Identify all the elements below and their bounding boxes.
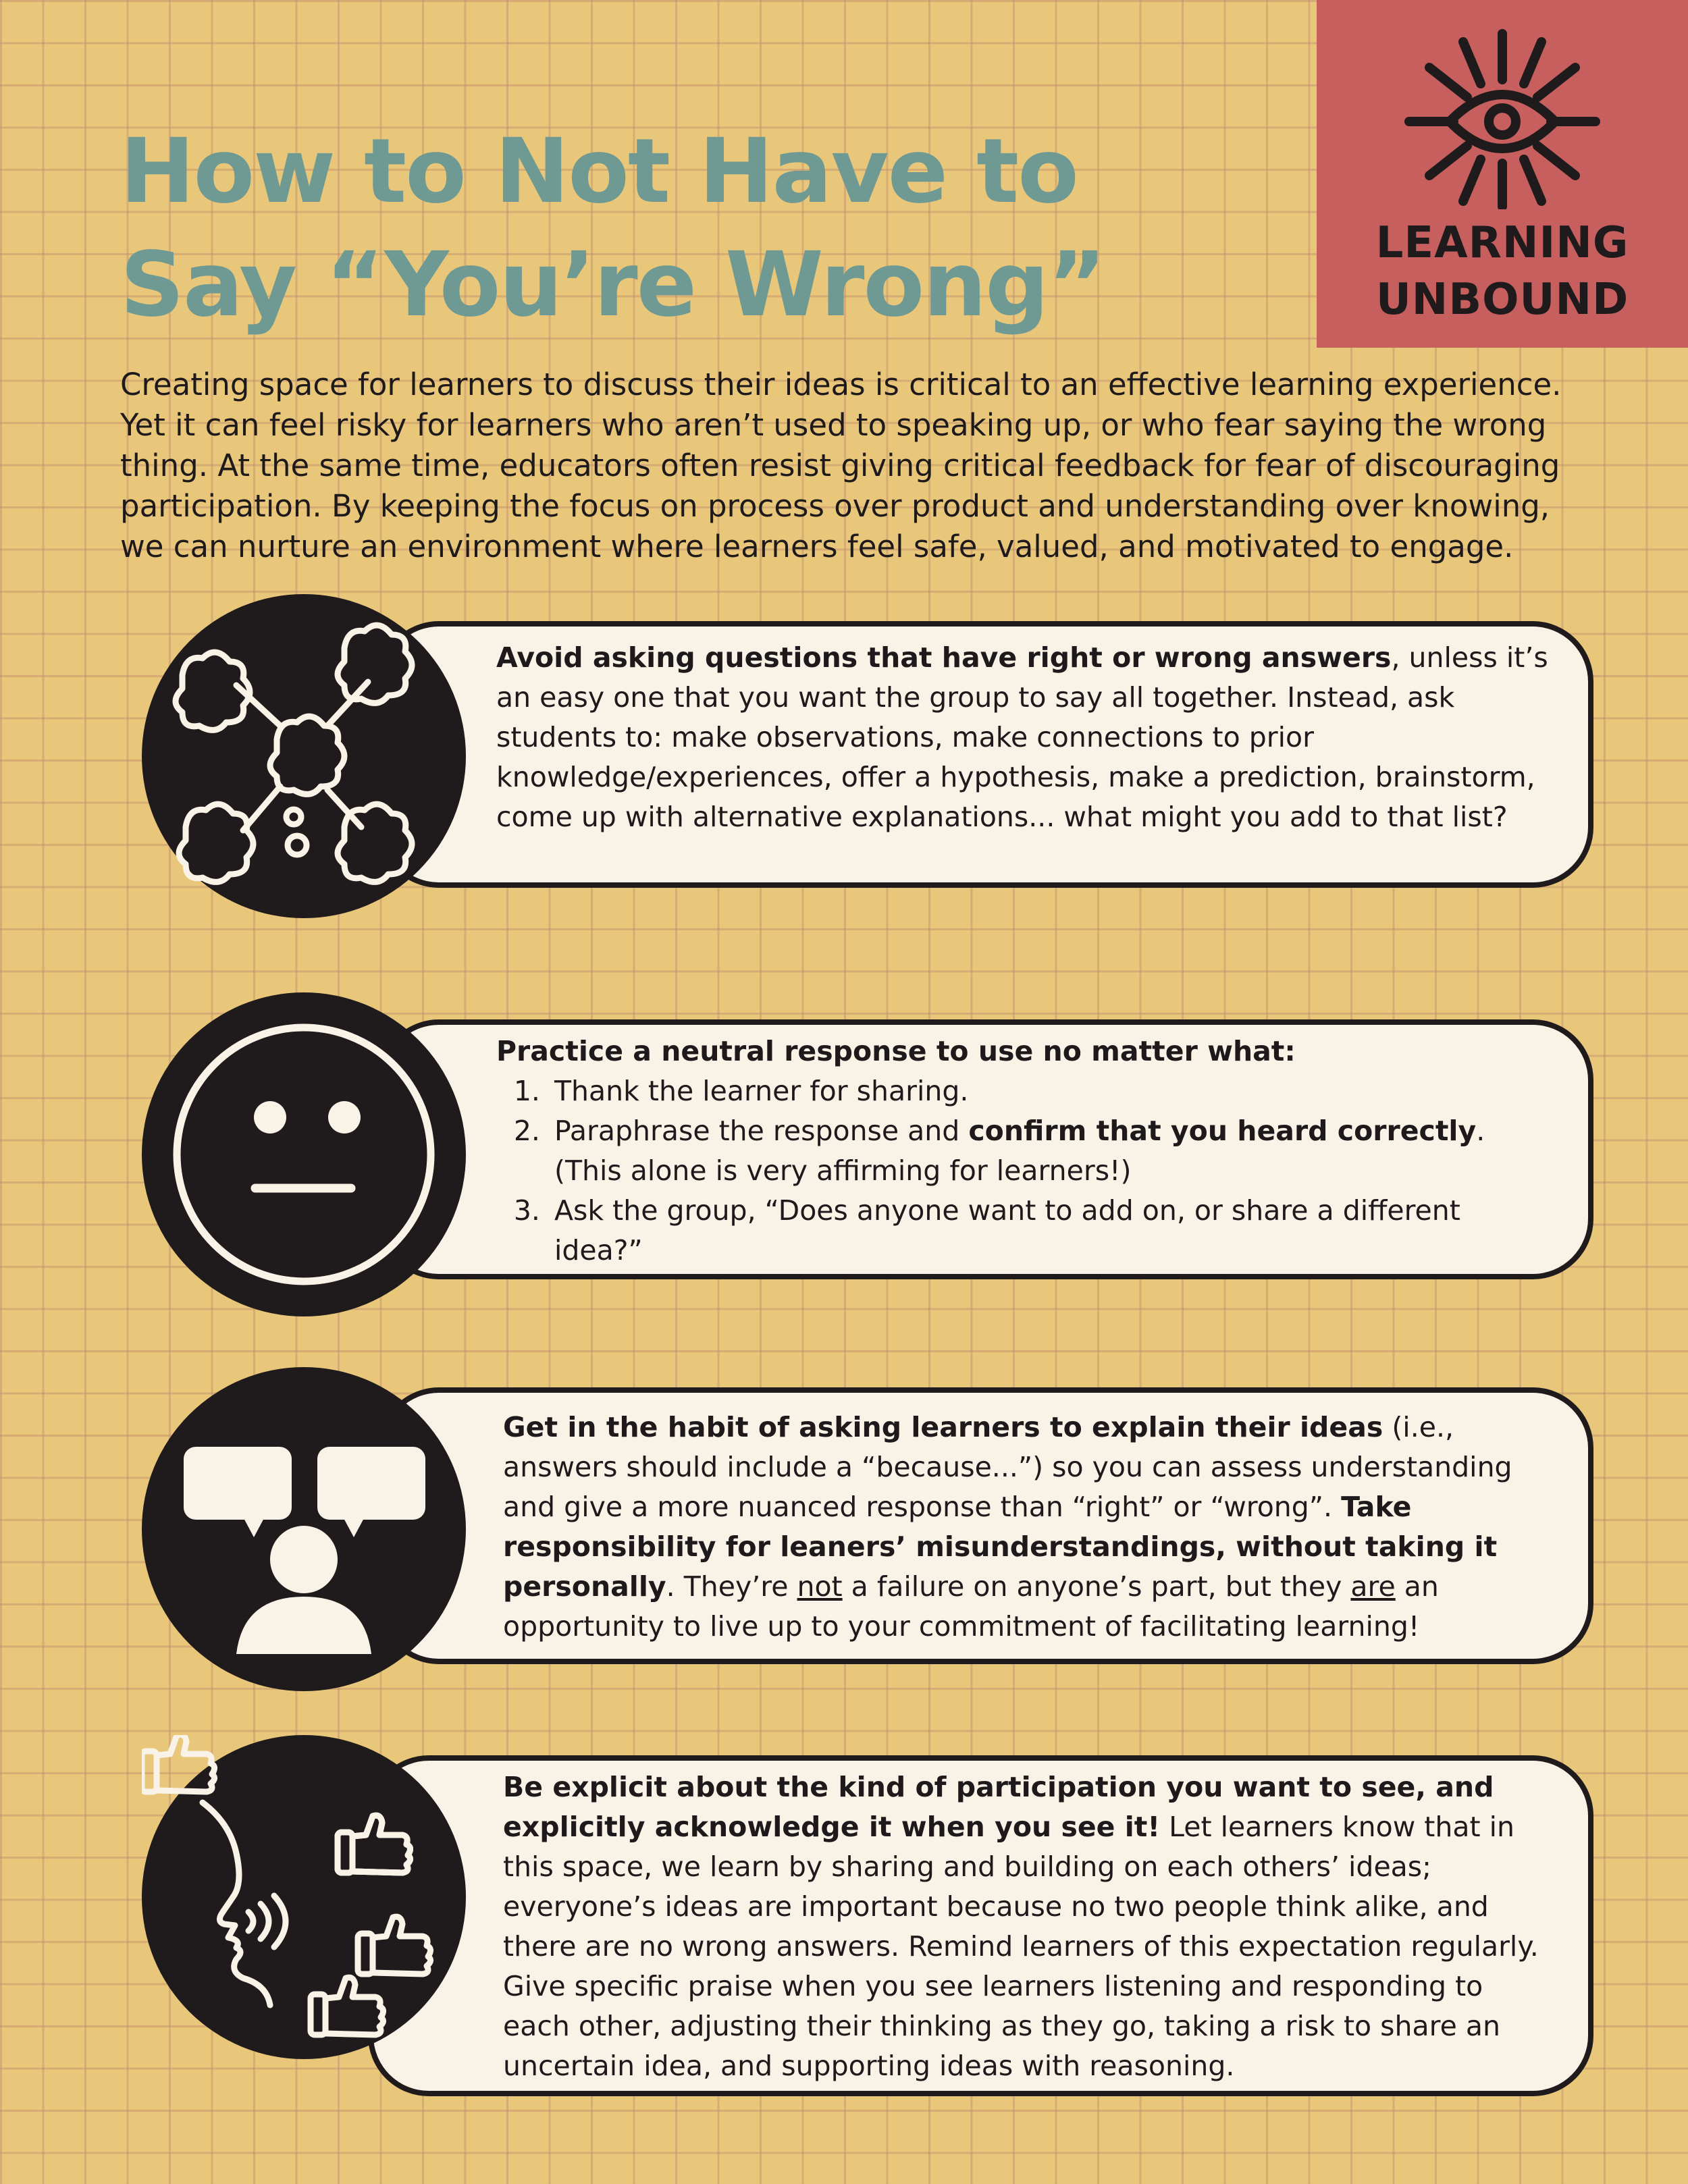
tip-3-bold-1: Get in the habit of asking learners to explain their ideas (503, 1411, 1383, 1443)
tip-3-body-1: (i.e., answers should include a “because...”) so you can assess understanding and give a more nuanced response than “right” or “wrong”. (503, 1411, 1512, 1523)
intro-paragraph: Creating space for learners to discuss their ideas is critical to an effective learning experience. Yet it can feel risky for learners who aren’t used to speaking up, or who fear saying the wrong thing. At the same time, educators often resist giving critical feedback for fear of discouraging participation. By keeping the focus on process over product and understanding over knowing, we can nurture an environment where learners feel safe, valued, and motivated to engage. (120, 367, 1562, 564)
tip-3-underline-2: are (1350, 1570, 1396, 1603)
tip-3-body-2: . They’re (666, 1570, 797, 1603)
tip-text-2 (496, 1032, 1556, 1271)
tip-3-underline-1: not (797, 1570, 843, 1603)
tip-icon-circle-3 (142, 1367, 466, 1691)
tip-2-step-2 (549, 1111, 1556, 1191)
tip-text-4 (503, 1767, 1556, 2086)
tip-3-bold-2: Take responsibility for leaners’ misunderstandings, without taking it personally (503, 1491, 1498, 1603)
logo-block (1317, 0, 1688, 348)
person-speech-bubbles-icon (142, 1367, 466, 1691)
eye-sun-icon (1401, 27, 1604, 209)
tip-icon-circle-4 (142, 1735, 466, 2059)
logo-wordmark (1317, 215, 1688, 328)
tip-1-bold: Avoid asking questions that have right or wrong answers (496, 641, 1392, 674)
thumbs-up-icon-1 (338, 1815, 411, 1873)
tip-4-body: Let learners know that in this space, we learn by sharing and building on each others’ ideas; everyone’s ideas are important because no two people think alike, and there are no wrong answers. Remind learners of this expectation regularly. Give specific praise when you see learners listening and responding to each other, adjusting their thinking as they go, taking a risk to share an uncertain idea, and supporting ideas with reasoning. (503, 1811, 1539, 2082)
tip-3-body-4: an opportunity to live up to your commitment of facilitating learning! (503, 1570, 1439, 1643)
page-title (120, 115, 1302, 342)
tip-4-bold: Be explicit about the kind of participation you want to see, and explicitly acknowledge it when you see it! (503, 1771, 1494, 1843)
tip-icon-circle-2 (142, 992, 466, 1316)
tip-2-step-2-bold: confirm that you heard correctly (968, 1115, 1477, 1147)
tip-text-3 (503, 1408, 1556, 1647)
speaking-thumbs-up-icon (142, 1735, 466, 2059)
logo-line-2: UNBOUND (1375, 275, 1629, 325)
tip-2-step-1: 1. Thank the learner for sharing. (549, 1071, 1556, 1111)
thought-cloud-network-icon (142, 594, 466, 918)
tip-3-body-3: a failure on anyone’s part, but they (842, 1570, 1351, 1603)
tip-2-step-2-post: . (This alone is very affirming for learners!) (554, 1115, 1485, 1187)
tip-2-step-2-pre: Paraphrase the response and (554, 1115, 969, 1147)
tip-text-1 (496, 638, 1550, 837)
tip-2-heading: Practice a neutral response to use no matter what: (496, 1035, 1296, 1067)
neutral-face-icon (142, 992, 466, 1316)
tip-2-step-3: 3. Ask the group, “Does anyone want to add on, or share a different idea?” (549, 1191, 1556, 1271)
logo-line-1: LEARNING (1375, 218, 1629, 268)
title-line-2: Say “You’re Wrong” (120, 233, 1105, 337)
tip-icon-circle-1 (142, 594, 466, 918)
tip-1-body: , unless it’s an easy one that you want the group to say all together. Instead, ask students to: make observations, make connections to prior knowledge/experiences, offer a hypothesis, make a prediction, brainstorm, come up with alternative explanations... what might you add to that list? (496, 641, 1548, 833)
title-line-1: How to Not Have to (120, 119, 1078, 223)
tip-2-steps (496, 1071, 1556, 1271)
